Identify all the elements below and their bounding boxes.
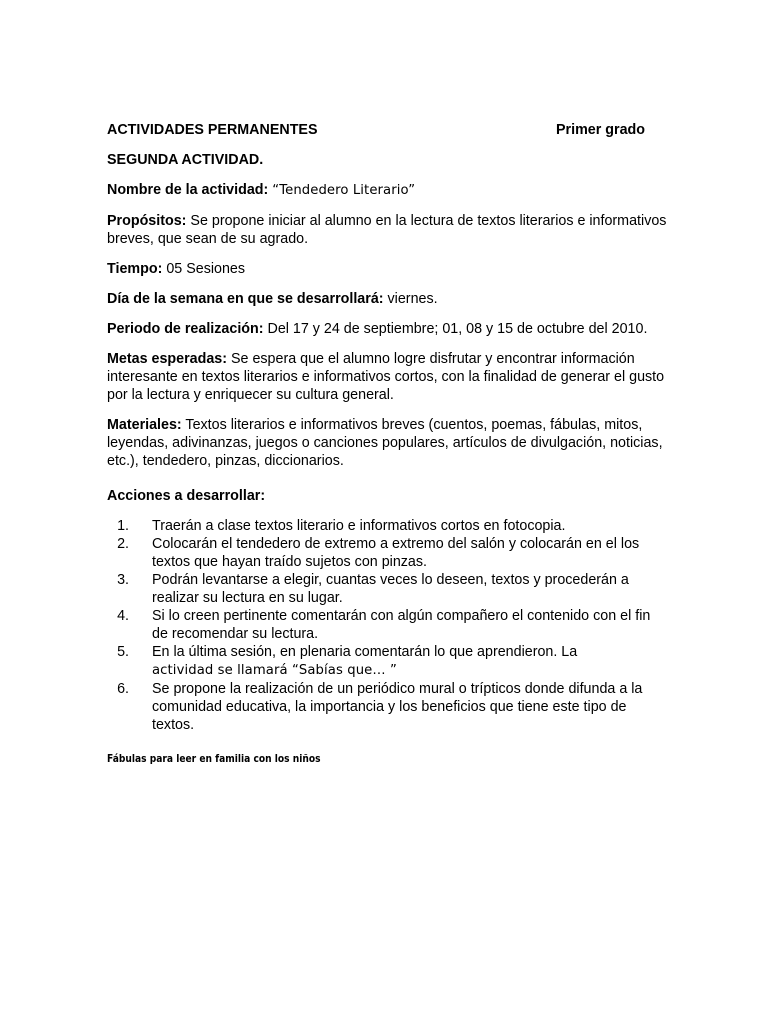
activity-name: [107, 181, 667, 200]
list-item-text-main: En la última sesión, en plenaria comentarán lo que aprendieron. La: [152, 644, 578, 660]
time: [107, 260, 667, 278]
list-item: [107, 680, 667, 734]
goals: [107, 350, 667, 404]
list-item-number: 6.: [117, 681, 129, 697]
period: [107, 320, 667, 338]
document-body: [107, 121, 667, 766]
list-item-text: [152, 643, 659, 680]
list-item-text: Si lo creen pertinente comentarán con algún compañero el contenido con el fin de recomendar su lectura.: [152, 608, 651, 642]
goals-value: Se espera que el alumno logre disfrutar y encontrar información interesante en textos literarios e informativos cortos, con la finalidad de generar el gusto por la lectura y enriquecer su cultura general.: [107, 351, 665, 403]
actions-heading: Acciones a desarrollar:: [107, 488, 266, 504]
list-item: [107, 571, 667, 607]
activity-name-label: Nombre de la actividad:: [107, 182, 269, 198]
section-title: SEGUNDA ACTIVIDAD.: [107, 152, 264, 168]
list-item-number: 5.: [117, 644, 129, 660]
materials: [107, 416, 667, 470]
list-item-number: 2.: [117, 536, 129, 552]
footer-note: Fábulas para leer en familia con los niños: [107, 753, 321, 765]
weekday-value: viernes.: [387, 291, 438, 307]
purposes-value: Se propone iniciar al alumno en la lectura de textos literarios e informativos breves, que sean de su agrado.: [107, 213, 667, 247]
grade-label: Primer grado: [556, 122, 645, 138]
weekday: [107, 290, 667, 308]
list-item-text: Traerán a clase textos literario e informativos cortos en fotocopia.: [152, 518, 566, 534]
weekday-label: Día de la semana en que se desarrollará:: [107, 291, 384, 307]
goals-label: Metas esperadas:: [107, 351, 227, 367]
actions-list: [107, 517, 667, 734]
activity-name-value: “Tendedero Literario”: [272, 183, 416, 198]
document-header: [107, 121, 645, 139]
time-label: Tiempo:: [107, 261, 163, 277]
list-item: [107, 643, 667, 680]
list-item: [107, 535, 667, 571]
list-item-text: Podrán levantarse a elegir, cuantas veces lo deseen, textos y procederán a realizar su lectura en su lugar.: [152, 572, 629, 606]
period-value: Del 17 y 24 de septiembre; 01, 08 y 15 de octubre del 2010.: [267, 321, 648, 337]
list-item-number: 1.: [117, 518, 129, 534]
time-value: 05 Sesiones: [166, 261, 246, 277]
list-item-text-alt: actividad se llamará “Sabías que… ”: [152, 663, 397, 678]
document-title: ACTIVIDADES PERMANENTES: [107, 122, 318, 138]
list-item-text: Colocarán el tendedero de extremo a extremo del salón y colocarán en el los textos que hayan traído sujetos con pinzas.: [152, 536, 640, 570]
list-item: [107, 517, 667, 535]
materials-label: Materiales:: [107, 417, 182, 433]
list-item-number: 3.: [117, 572, 129, 588]
list-item-text: Se propone la realización de un periódico mural o trípticos donde difunda a la comunidad educativa, la importancia y los beneficios que tiene este tipo de textos.: [152, 681, 643, 733]
purposes-label: Propósitos:: [107, 213, 187, 229]
list-item: [107, 607, 667, 643]
period-label: Periodo de realización:: [107, 321, 264, 337]
list-item-number: 4.: [117, 608, 129, 624]
materials-value: Textos literarios e informativos breves (cuentos, poemas, fábulas, mitos, leyendas, adivinanzas, juegos o canciones populares, artículos de divulgación, noticias, etc.), tendedero, pinzas, diccionarios.: [107, 417, 663, 469]
purposes: [107, 212, 667, 248]
